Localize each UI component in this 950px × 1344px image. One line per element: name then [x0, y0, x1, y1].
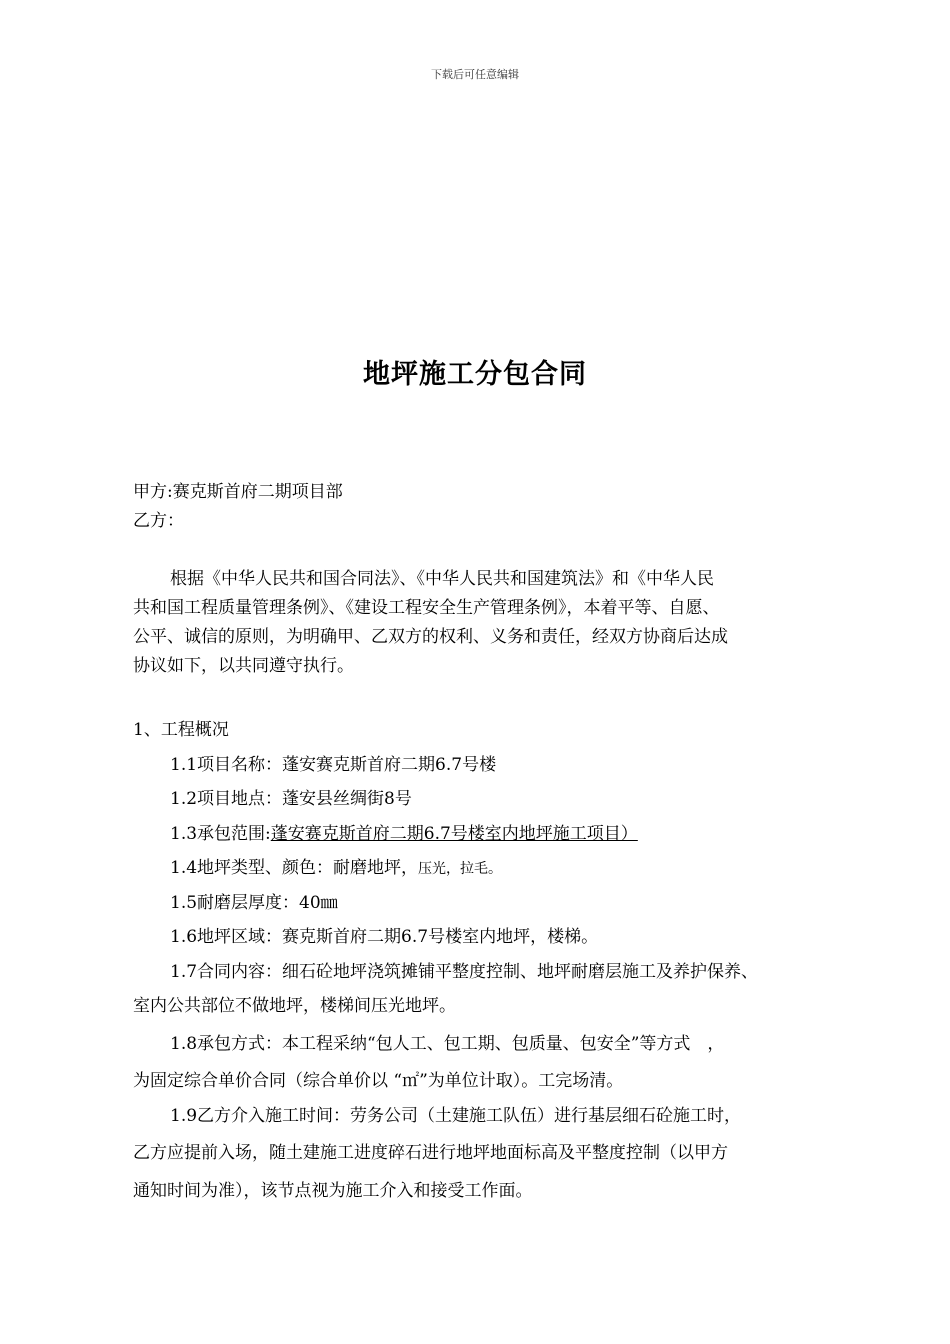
item-1-1: 1.1项目名称：蓬安赛克斯首府二期6.7号楼	[170, 755, 497, 775]
preamble-line-4: 协议如下，以共同遵守执行。	[133, 656, 354, 676]
item-1-5: 1.5耐磨层厚度：40㎜	[170, 893, 338, 913]
item-1-3-value: 蓬安赛克斯首府二期6.7号楼室内地坪施工项目）	[270, 824, 638, 844]
preamble-line-3: 公平、诚信的原则，为明确甲、乙双方的权利、义务和责任，经双方协商后达成	[133, 627, 728, 647]
item-1-9-line-3: 通知时间为准），该节点视为施工介入和接受工作面。	[133, 1181, 533, 1201]
preamble-line-2: 共和国工程质量管理条例》、《建设工程安全生产管理条例》，本着平等、自愿、	[133, 598, 720, 618]
item-1-4	[170, 857, 502, 880]
item-1-8-line-2: 为固定综合单价合同（综合单价以 “㎡”为单位计取）。工完场清。	[133, 1071, 624, 1091]
item-1-3	[170, 823, 638, 845]
section-1-title: 1、工程概况	[133, 720, 229, 740]
preamble-line-1: 根据《中华人民共和国合同法》、《中华人民共和国建筑法》和《中华人民	[170, 569, 714, 589]
party-b: 乙方：	[133, 511, 184, 531]
page-header: 下载后可任意编辑	[431, 68, 519, 81]
party-a: 甲方:赛克斯首府二期项目部	[133, 482, 343, 502]
item-1-6: 1.6地坪区域：赛克斯首府二期6.7号楼室内地坪，楼梯。	[170, 927, 599, 947]
item-1-9-line-2: 乙方应提前入场，随土建施工进度碎石进行地坪地面标高及平整度控制（以甲方	[133, 1143, 728, 1163]
item-1-2: 1.2项目地点：蓬安县丝绸街8号	[170, 789, 412, 809]
item-1-3-label: 1.3承包范围:	[170, 824, 271, 844]
item-1-8-line-1: 1.8承包方式：本工程采纳“包人工、包工期、包质量、包安全”等方式 ，	[170, 1034, 725, 1054]
item-1-4-small: 压光，拉毛。	[418, 861, 503, 877]
document-title: 地坪施工分包合同	[363, 359, 587, 390]
item-1-7-line-1: 1.7合同内容：细石砼地坪浇筑摊铺平整度控制、地坪耐磨层施工及养护保养、	[170, 962, 759, 982]
item-1-4-main: 1.4地坪类型、颜色：耐磨地坪，	[170, 858, 419, 878]
item-1-7-line-2: 室内公共部位不做地坪，楼梯间压光地坪。	[133, 996, 456, 1016]
item-1-9-line-1: 1.9乙方介入施工时间：劳务公司（土建施工队伍）进行基层细石砼施工时，	[170, 1106, 742, 1126]
